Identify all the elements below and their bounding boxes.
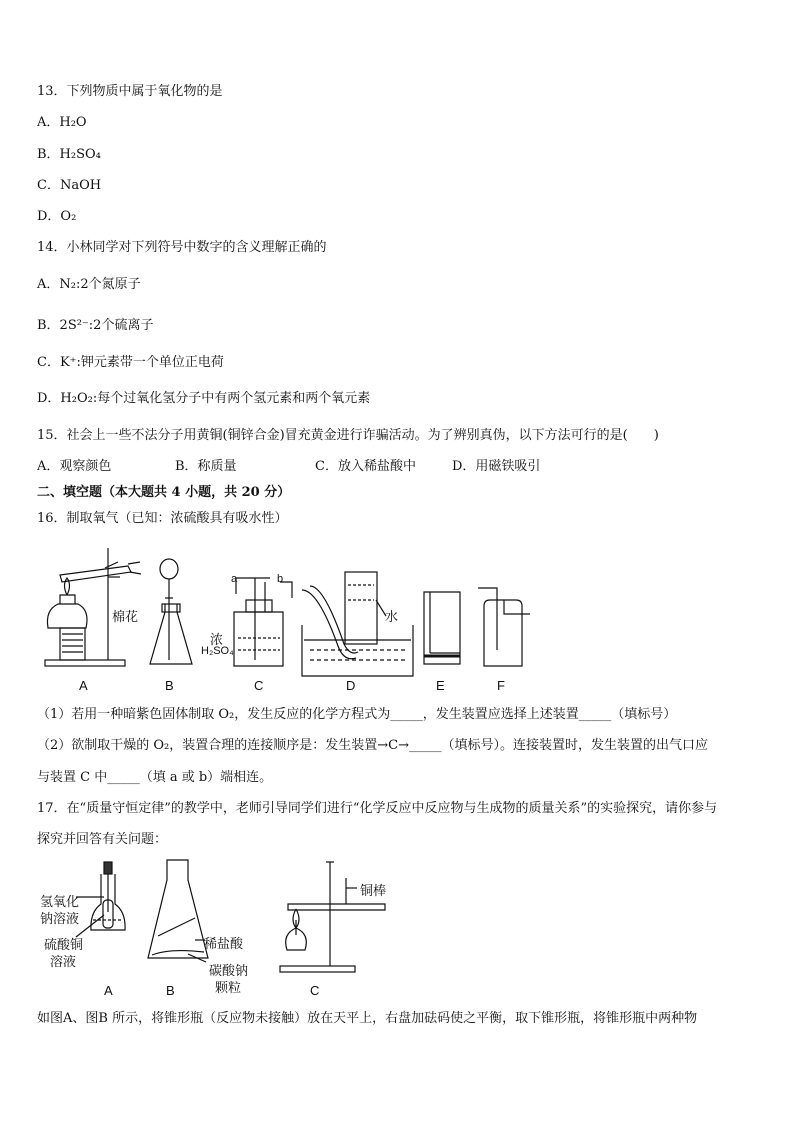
figure-label-b: B (165, 678, 174, 693)
figure-label-f: F (497, 678, 505, 693)
label-naoh-line1: 氢氧化 (40, 894, 80, 909)
q17-tail: 如图A、图B 所示，将锥形瓶（反应物未接触）放在天平上，右盘加砝码使之平衡，取下锥形瓶，将锥形瓶中两种物 (37, 1011, 698, 1026)
label-naoh-line2: 钠溶液 (40, 911, 80, 926)
label-hcl: 稀盐酸 (204, 936, 244, 951)
label-cotton: 棉花 (112, 609, 139, 624)
q13-option-c: C．NaOH (37, 178, 102, 193)
q14-stem: 14．小林同学对下列符号中数字的含义理解正确的 (37, 240, 327, 255)
q15-stem: 15．社会上一些不法分子用黄铜(铜锌合金)冒充黄金进行诈骗活动。为了辨别真伪，以下方法可行的是( ) (37, 428, 659, 443)
label-concentrated: 浓 (210, 632, 224, 647)
q17-stem-line1: 17．在“质量守恒定律”的教学中，老师引导同学们进行“化学反应中反应物与生成物的质量关系”的实验探究，请你参与 (37, 801, 718, 816)
apparatus-e (424, 592, 460, 664)
q14-option-a: A．N₂:2个氮原子 (37, 277, 141, 292)
q13-option-d: D．O₂ (37, 209, 77, 224)
apparatus-17c (280, 862, 385, 972)
q15-option-a: A．观察颜色 (37, 459, 112, 474)
q13-option-a: A．H₂O (37, 115, 87, 130)
q15-option-c: C．放入稀盐酸中 (315, 459, 416, 474)
label-b-port: b (277, 573, 284, 585)
label-na2co3-line2: 颗粒 (215, 980, 242, 995)
figure-label-d: D (346, 678, 356, 693)
figure-label-a: A (79, 678, 88, 693)
q13-stem: 13．下列物质中属于氧化物的是 (37, 84, 223, 99)
apparatus-c (234, 578, 292, 666)
q15-option-b: B．称质量 (175, 459, 237, 474)
q17-stem-line2: 探究并回答有关问题： (37, 832, 168, 847)
figure-17-label-c: C (310, 983, 320, 998)
figure-17-label-b: B (166, 983, 175, 998)
q16-stem: 16．制取氧气（已知：浓硫酸具有吸水性） (37, 511, 288, 526)
apparatus-17b (148, 860, 208, 962)
label-a-port: a (231, 573, 238, 585)
q14-option-c: C．K⁺:钾元素带一个单位正电荷 (37, 355, 224, 370)
q14-option-d: D．H₂O₂:每个过氧化氢分子中有两个氢元素和两个氧元素 (37, 391, 371, 406)
label-h2so4: H₂SO₄ (201, 645, 234, 657)
figure-17-label-a: A (104, 983, 113, 998)
apparatus-f (478, 588, 530, 666)
figure-label-e: E (436, 678, 445, 693)
q16-sub2-line1: （2）欲制取干燥的 O₂，装置合理的连接顺序是：发生装置→C→_____（填标号）。连接装置时，发生装置的出气口应 (37, 738, 709, 753)
label-cuso4-line2: 溶液 (50, 954, 77, 969)
label-copper-rod: 铜棒 (360, 883, 387, 898)
label-na2co3-line1: 碳酸钠 (209, 963, 249, 978)
apparatus-b (150, 559, 192, 664)
label-cuso4-line1: 硫酸铜 (44, 937, 84, 952)
q15-options (37, 459, 540, 475)
q13-option-b: B．H₂SO₄ (37, 147, 101, 162)
section-heading: 二、填空题（本大题共 4 小题，共 20 分） (37, 485, 291, 500)
q17-apparatus-figure (0, 855, 794, 985)
q15-option-d: D．用磁铁吸引 (452, 459, 541, 474)
q16-sub2-line2: 与装置 C 中_____（填 a 或 b）端相连。 (37, 770, 273, 785)
q14-option-b: B．2S²⁻:2个硫离子 (37, 318, 154, 333)
apparatus-17a (76, 862, 125, 937)
q16-sub1: （1）若用一种暗紫色固体制取 O₂，发生反应的化学方程式为_____，发生装置应选择上述装置_____（填标号） (37, 707, 677, 722)
figure-label-c: C (254, 678, 264, 693)
label-water: 水 (385, 609, 399, 624)
